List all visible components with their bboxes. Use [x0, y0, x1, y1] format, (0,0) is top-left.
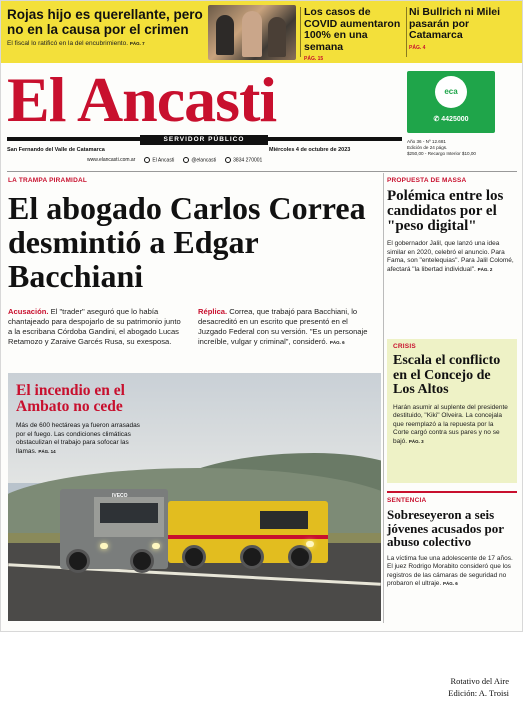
footer-line-2: Edición: A. Troisi	[448, 688, 509, 698]
photo-headline[interactable]: El incendio en el Ambato no cede	[16, 382, 125, 415]
side-body: La víctima fue una adolescente de 17 años. El juez Rodrigo Morabito consideró que los registros de las cámaras de seguridad no probaron el ultraje.	[387, 554, 513, 587]
side-page: PÁG. 6	[443, 581, 458, 586]
facebook-text: El Ancasti	[152, 157, 175, 164]
teaser-page: PÁG. 15	[304, 56, 324, 62]
social-links	[87, 155, 407, 165]
divider	[7, 171, 517, 172]
teaser-bullrich[interactable]	[409, 7, 519, 51]
truck-label: IVECO	[112, 493, 128, 499]
credits-footer	[399, 675, 509, 699]
sidebar-story-concejo[interactable]	[387, 343, 517, 446]
eca-phone: ✆ 4425000	[433, 116, 469, 123]
sidebar-story-massa[interactable]	[387, 177, 517, 274]
sidebar-separator	[387, 491, 517, 493]
col1-text: El "trader" aseguró que lo había chantajeado para despojarlo de su patrimonio junto a la escribana Córdoba Gandini, el abogado Lucas Retamozo y Zaraive Garcés Rusa, su exesposa.	[8, 307, 181, 346]
side-page: PÁG. 2	[477, 266, 493, 272]
sidebar-story-sentencia[interactable]	[387, 497, 517, 589]
whatsapp-link[interactable]	[225, 157, 262, 163]
facebook-icon	[144, 157, 150, 163]
truck-grey	[60, 489, 168, 569]
photo-page: PÁG. 14	[38, 448, 56, 454]
twitter-icon	[183, 157, 189, 163]
edition-pages: Edición de 24 págs.	[407, 145, 448, 150]
main-column-2	[198, 307, 376, 348]
side-kicker: SENTENCIA	[387, 497, 427, 504]
twitter-text: @elancasti	[191, 157, 217, 164]
side-kicker: PROPUESTA DE MASSA	[387, 177, 467, 184]
website-link[interactable]	[87, 157, 135, 163]
teaser-divider	[406, 7, 407, 57]
side-headline: Escala el conflicto en el Concejo de Los Altos	[393, 353, 501, 397]
top-teaser-bar	[1, 1, 523, 63]
masthead-location: San Fernando del Valle de Catamarca	[7, 147, 105, 153]
eca-logo: eca	[435, 76, 467, 108]
main-headline[interactable]: El abogado Carlos Correa desmintió a Edgar Bacchiani	[8, 190, 366, 294]
masthead-date: Miércoles 4 de octubre de 2023	[269, 147, 351, 153]
main-kicker: LA TRAMPA PIRAMIDAL	[8, 177, 88, 184]
eca-ad[interactable]	[407, 71, 495, 133]
newspaper-logo[interactable]: El Ancasti	[7, 64, 277, 135]
side-page: PÁG. 3	[408, 438, 424, 444]
truck-yellow	[168, 501, 328, 563]
website-text: www.elancasti.com.ar	[87, 157, 136, 163]
teaser-subtitle	[7, 40, 207, 47]
side-headline: Sobreseyeron a seis jóvenes acusados por abuso colectivo	[387, 507, 504, 549]
col2-text: Correa, que trabajó para Bacchiani, lo desacreditó en un escrito que presentó en el Juzgado Federal con su versión. "Es un personaje increíble, vulgar y criminal", consideró.	[198, 307, 368, 346]
col2-page: PÁG. 6	[329, 340, 345, 345]
masthead-tagline: SERVIDOR PÚBLICO	[140, 135, 268, 145]
fire-photo[interactable]	[8, 373, 381, 621]
col1-lead: Acusación.	[8, 307, 49, 316]
twitter-link[interactable]	[183, 157, 216, 163]
side-body: Harán asumir al suplente del presidente destituido, "Kiki" Olveira. La concejala que reemplazó a la repuesta por la Corte cargó contra sus pares y no se bajó.	[393, 403, 508, 445]
edition-info	[407, 139, 517, 157]
eca-phone-number: 4425000	[441, 116, 469, 123]
photo-sub-text: Más de 600 hectáreas ya fueron arrasadas por el fuego. Las condiciones climáticas obstaculizan el trabajo para sofocar las llamas.	[16, 422, 140, 455]
teaser-page: PÁG. 7	[129, 41, 145, 46]
teaser-sub-text: El fiscal lo ratificó en la del encubrimiento.	[7, 40, 129, 47]
photo-subtitle	[16, 422, 151, 456]
side-kicker: CRISIS	[393, 343, 416, 350]
whatsapp-icon	[225, 157, 231, 163]
facebook-link[interactable]	[144, 157, 174, 163]
teaser-rojas[interactable]	[7, 7, 207, 59]
side-text	[387, 555, 517, 589]
teaser-page: PÁG. 4	[409, 44, 426, 51]
side-text	[387, 240, 517, 274]
teaser-headline: Rojas hijo es querellante, pero no en la causa por el crimen	[7, 7, 203, 37]
teaser-headline: Ni Bullrich ni Milei pasarán por Catamarca	[409, 6, 501, 41]
side-body: El gobernador Jalil, que lanzó una idea similar en 2020, celebró el anuncio. Para Fama, son "entelequias". Para Jalil Colomé, afectará "la libertad individual".	[387, 240, 514, 273]
col2-lead: Réplica.	[198, 307, 228, 316]
edition-number: Año 36 - Nº 12.681	[407, 139, 446, 144]
edition-price: $250,00 - Recargo Interior $10,00	[407, 151, 476, 156]
teaser-headline: Los casos de COVID aumentaron 100% en una semana	[304, 6, 401, 53]
teaser-photo	[208, 5, 296, 60]
masthead	[7, 64, 517, 167]
side-headline: Polémica entre los candidatos por el "peso digital"	[387, 188, 504, 234]
footer-line-1: Rotativo del Aire	[450, 676, 509, 686]
teaser-covid[interactable]	[304, 7, 404, 62]
teaser-divider	[300, 7, 301, 57]
whatsapp-text: 3834 270001	[233, 157, 263, 164]
main-column-1	[8, 307, 186, 347]
column-divider	[383, 173, 384, 623]
side-text	[393, 404, 511, 447]
